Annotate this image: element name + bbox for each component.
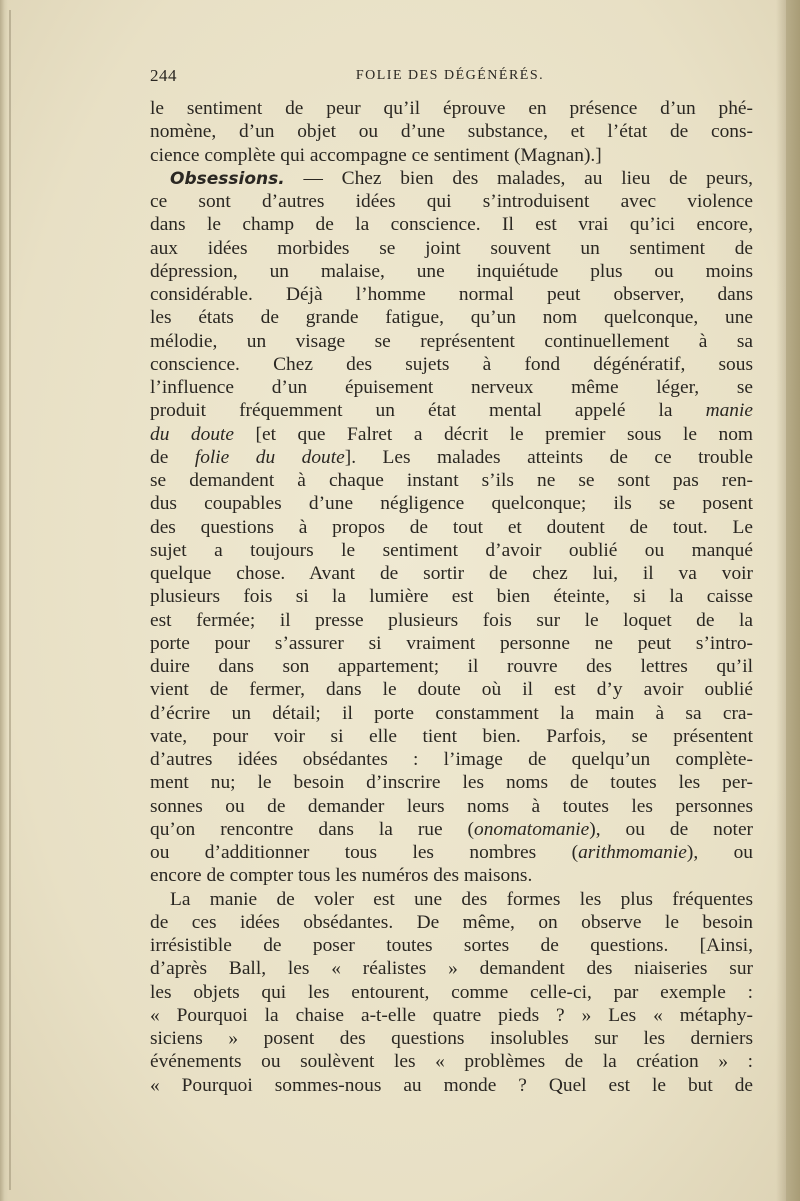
text-run: plusieurs fois si la lumière est bien éteinte, si la caisse [150, 586, 753, 608]
italic-term: arithmomanie [578, 842, 687, 863]
text-line [150, 771, 753, 794]
text-line [150, 539, 753, 562]
text-line [150, 702, 753, 725]
text-line [150, 144, 753, 167]
text-line [150, 655, 753, 678]
text-run: d’écrire un détail; il porte constamment la main à sa cra- [150, 702, 753, 724]
italic-term: du doute [150, 423, 235, 445]
text-run: duire dans son appartement; il rouvre des lettres qu’il [150, 656, 753, 677]
text-run: d’autres idées obsédantes : l’image de quelqu’un complète- [150, 749, 753, 770]
text-line [150, 190, 753, 213]
text-line [150, 376, 753, 399]
text-line [150, 399, 753, 422]
text-line [150, 864, 753, 887]
text-run: ment nu; le besoin d’inscrire les noms de toutes les per- [150, 772, 753, 794]
text-line [150, 97, 753, 120]
text-line [150, 330, 753, 353]
text-line [150, 795, 753, 818]
text-run: dus coupables d’une négligence quelconque; ils se posent [150, 493, 753, 515]
text-line [150, 725, 753, 748]
italic-term: folie du doute [194, 446, 345, 468]
running-title: FOLIE DES DÉGÉNÉRÉS. [355, 68, 545, 83]
text-line [150, 167, 753, 190]
left-page-edge [0, 0, 8, 1201]
gutter-shadow [776, 0, 786, 1201]
text-line [150, 609, 753, 632]
text-run: de ces idées obsédantes. De même, on observe le besoin [150, 911, 753, 933]
text-run: irrésistible de poser toutes sortes de questions. [Ainsi, [150, 935, 753, 956]
text-line [150, 981, 753, 1004]
text-line [150, 911, 753, 934]
text-run: événements ou soulèvent les « problèmes de la création » : [150, 1051, 753, 1073]
text-line [150, 1004, 753, 1027]
text-line [150, 1027, 753, 1050]
text-run: siciens » posent des questions insolubles sur les derniers [150, 1028, 753, 1049]
text-run: ), ou de noter [589, 818, 753, 840]
text-line [150, 1050, 753, 1073]
text-run: [et que Falret a décrit le premier sous le nom [234, 423, 753, 445]
text-run: qu’on rencontre dans la rue ( [150, 818, 475, 840]
text-run: le sentiment de peur qu’il éprouve en présence d’un phé- [150, 98, 753, 119]
running-header [150, 66, 750, 88]
body-text [150, 97, 753, 1097]
text-run: se demandent à chaque instant s’ils ne se sont pas ren- [150, 470, 753, 491]
text-run: considérable. Déjà l’homme normal peut observer, dans [150, 284, 753, 305]
text-line [150, 934, 753, 957]
text-line [150, 957, 753, 980]
text-run: mélodie, un visage se représentent continuellement à sa [150, 330, 753, 352]
text-line [150, 678, 753, 701]
text-line [150, 260, 753, 283]
text-run: nomène, d’un objet ou d’une substance, et l’état de cons- [150, 121, 753, 143]
text-line [150, 748, 753, 771]
text-line [150, 237, 753, 260]
italic-term: manie [705, 400, 753, 422]
text-run: est fermée; il presse plusieurs fois sur le loquet de la [150, 609, 753, 631]
text-run: d’après Ball, les « réalistes » demandent des niaiseries sur [150, 958, 753, 980]
text-line [150, 1074, 753, 1097]
text-run: dans le champ de la conscience. Il est vrai qu’ici encore, [150, 214, 753, 236]
text-run: quelque chose. Avant de sortir de chez lui, il va voir [150, 563, 753, 584]
text-run: sonnes ou de demander leurs noms à toutes les personnes [150, 795, 753, 817]
italic-term: onomatomanie [474, 818, 590, 840]
text-line [150, 353, 753, 376]
text-run: ou d’additionner tous les nombres ( [150, 842, 579, 863]
text-run: encore de compter tous les numéros des maisons. [150, 865, 533, 887]
text-run: ]. Les malades atteints de ce trouble [344, 446, 753, 468]
section-heading: Obsessions. [170, 168, 285, 189]
text-run: des questions à propos de tout et doutent de tout. Le [150, 516, 753, 538]
text-run: produit fréquemment un état mental appelé la [150, 400, 706, 422]
text-run: ce sont d’autres idées qui s’introduisent avec violence [150, 191, 753, 212]
text-run: de [150, 446, 195, 468]
text-run: vient de fermer, dans le doute où il est d’y avoir oublié [150, 679, 753, 701]
text-line [150, 492, 753, 515]
text-line [150, 841, 753, 864]
text-line [150, 306, 753, 329]
text-run: les objets qui les entourent, comme celle-ci, par exemple : [150, 981, 753, 1003]
text-line [150, 516, 753, 539]
text-run: aux idées morbides se joint souvent un sentiment de [150, 237, 753, 259]
text-line [150, 283, 753, 306]
text-line [150, 120, 753, 143]
text-line [150, 446, 753, 469]
text-line [150, 585, 753, 608]
text-run: « Pourquoi sommes-nous au monde ? Quel est le but de [150, 1074, 753, 1096]
left-binding-line [9, 10, 11, 1190]
text-run: sujet a toujours le sentiment d’avoir oublié ou manqué [150, 539, 753, 561]
text-run: conscience. Chez des sujets à fond dégénératif, sous [150, 353, 753, 375]
text-run: dépression, un malaise, une inquiétude plus ou moins [150, 260, 753, 282]
text-run: l’influence d’un épuisement nerveux même léger, se [150, 377, 753, 398]
text-run: vate, pour voir si elle tient bien. Parfois, se présentent [150, 725, 753, 747]
text-run: porte pour s’assurer si vraiment personne ne peut s’intro- [150, 632, 753, 654]
text-run: La manie de voler est une des formes les plus fréquentes [170, 888, 753, 910]
text-line [150, 423, 753, 446]
page-number: 244 [150, 66, 177, 85]
text-line [150, 888, 753, 911]
text-line [150, 818, 753, 841]
text-run: « Pourquoi la chaise a-t-elle quatre pieds ? » Les « métaphy- [150, 1004, 753, 1026]
text-run: — Chez bien des malades, au lieu de peurs, [284, 167, 753, 189]
text-run: les états de grande fatigue, qu’un nom quelconque, une [150, 307, 753, 329]
text-run: ), ou [686, 842, 753, 863]
text-run: cience complète qui accompagne ce sentiment (Magnan).] [150, 144, 602, 166]
text-line [150, 562, 753, 585]
right-page-edge [786, 0, 800, 1201]
text-line [150, 213, 753, 236]
text-line [150, 469, 753, 492]
text-line [150, 632, 753, 655]
